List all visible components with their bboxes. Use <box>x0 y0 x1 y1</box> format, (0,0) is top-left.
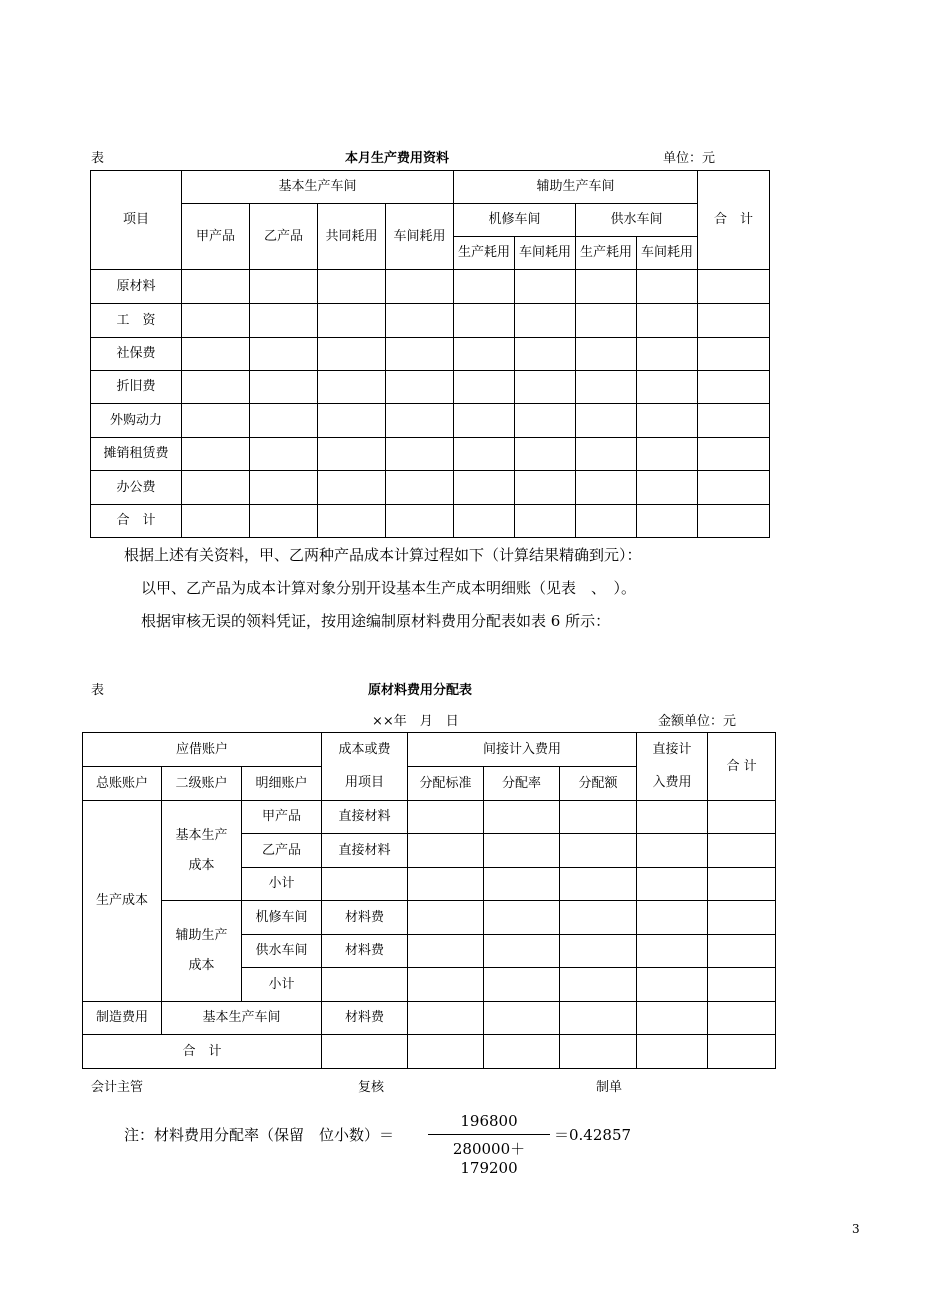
header-repair-ws: 车间耗用 <box>515 237 576 270</box>
header-water: 供水车间 <box>576 204 698 237</box>
cell-material-fee: 材料费 <box>322 901 408 935</box>
cell-basic-production-cost <box>162 801 242 901</box>
table2-date: ××年 月 日 <box>372 714 459 729</box>
cell-direct-material: 直接材料 <box>322 834 408 868</box>
cell-aux-production-cost <box>162 901 242 1002</box>
row-label: 外购动力 <box>91 404 182 438</box>
table-row <box>91 270 770 304</box>
table2-caption-prefix: 表 <box>91 683 105 698</box>
header-general-account: 总账账户 <box>83 767 162 801</box>
cell-basic-line1: 基本生产 <box>175 827 228 843</box>
production-cost-table <box>90 170 770 538</box>
table2-unit: 金额单位：元 <box>658 714 737 729</box>
cell-jia: 甲产品 <box>242 801 322 834</box>
note-fraction <box>428 1112 550 1177</box>
table-row <box>91 371 770 404</box>
table-row <box>91 304 770 338</box>
material-allocation-table <box>82 732 776 1069</box>
header-indirect: 间接计入费用 <box>408 733 637 767</box>
table-row <box>83 901 776 935</box>
row-label: 社保费 <box>91 338 182 371</box>
note-numerator: 196800 <box>460 1112 518 1130</box>
cell-water: 供水车间 <box>242 935 322 968</box>
cell-grand-total: 合 计 <box>83 1035 322 1069</box>
row-label: 折旧费 <box>91 371 182 404</box>
footer-review: 复核 <box>358 1080 385 1095</box>
header-workshop-use: 车间耗用 <box>386 204 454 270</box>
header-aux-workshop: 辅助生产车间 <box>454 171 698 204</box>
table1-title: 本月生产费用资料 <box>345 151 450 166</box>
header-yi: 乙产品 <box>250 204 318 270</box>
paragraph-3: 根据审核无误的领料凭证，按用途编制原材料费用分配表如表 6 所示： <box>141 612 611 630</box>
row-label: 办公费 <box>91 471 182 505</box>
header-debit-account: 应借账户 <box>83 733 322 767</box>
cell-yi: 乙产品 <box>242 834 322 868</box>
header-direct-bottom: 入费用 <box>637 767 708 801</box>
cell-repair: 机修车间 <box>242 901 322 935</box>
header-direct-top: 直接计 <box>637 733 708 767</box>
header-secondary-account: 二级账户 <box>162 767 242 801</box>
table-row <box>91 438 770 471</box>
header-alloc-std: 分配标准 <box>408 767 484 801</box>
cell-material-fee: 材料费 <box>322 935 408 968</box>
row-label: 工 资 <box>91 304 182 338</box>
cell-material-fee: 材料费 <box>322 1002 408 1035</box>
cell-aux-line1: 辅助生产 <box>175 928 228 944</box>
cell-subtotal: 小计 <box>242 968 322 1002</box>
page-number: 3 <box>852 1222 860 1236</box>
table2-title: 原材料费用分配表 <box>368 683 473 698</box>
cell-direct-material: 直接材料 <box>322 801 408 834</box>
table1-caption-prefix: 表 <box>91 151 105 166</box>
header-alloc-amt: 分配额 <box>560 767 637 801</box>
table1-unit: 单位：元 <box>663 151 716 166</box>
table-row <box>91 338 770 371</box>
header-basic-workshop: 基本生产车间 <box>182 171 454 204</box>
table-row <box>83 1002 776 1035</box>
header-cost-item-bottom: 用项目 <box>322 767 408 801</box>
header-total: 合 计 <box>708 733 776 801</box>
header-water-ws: 车间耗用 <box>637 237 698 270</box>
footer-supervisor: 会计主管 <box>91 1080 144 1095</box>
fraction-bar <box>428 1134 550 1135</box>
header-common: 共同耗用 <box>318 204 386 270</box>
cell-basic-workshop: 基本生产车间 <box>162 1002 322 1035</box>
cell-production-cost: 生产成本 <box>83 801 162 1002</box>
cell-mfg-overhead: 制造费用 <box>83 1002 162 1035</box>
note-denominator: 280000＋179200 <box>452 1140 526 1177</box>
paragraph-2: 以甲、乙产品为成本计算对象分别开设基本生产成本明细账（见表 、 ）。 <box>141 579 637 597</box>
cell-basic-line2: 成本 <box>188 857 215 873</box>
header-repair: 机修车间 <box>454 204 576 237</box>
header-repair-prod: 生产耗用 <box>454 237 515 270</box>
header-jia: 甲产品 <box>182 204 250 270</box>
header-water-prod: 生产耗用 <box>576 237 637 270</box>
table-row <box>91 404 770 438</box>
header-alloc-rate: 分配率 <box>484 767 560 801</box>
header-cost-item-top: 成本或费 <box>322 733 408 767</box>
note-result: ＝0.42857 <box>554 1126 632 1144</box>
table-row <box>91 471 770 505</box>
paragraph-1: 根据上述有关资料，甲、乙两种产品成本计算过程如下（计算结果精确到元）： <box>124 546 642 564</box>
row-label: 合 计 <box>91 505 182 538</box>
table-row <box>83 801 776 834</box>
footer-prepared: 制单 <box>596 1080 623 1095</box>
header-detail-account: 明细账户 <box>242 767 322 801</box>
row-label: 摊销租赁费 <box>91 438 182 471</box>
cell-subtotal: 小计 <box>242 868 322 901</box>
cell-aux-line2: 成本 <box>188 958 215 973</box>
table-row <box>83 1035 776 1069</box>
header-item: 项目 <box>91 171 182 270</box>
table-row <box>91 505 770 538</box>
header-total: 合 计 <box>698 171 770 270</box>
note-prefix: 注：材料费用分配率（保留 位小数）＝ <box>124 1126 395 1144</box>
row-label: 原材料 <box>91 270 182 304</box>
